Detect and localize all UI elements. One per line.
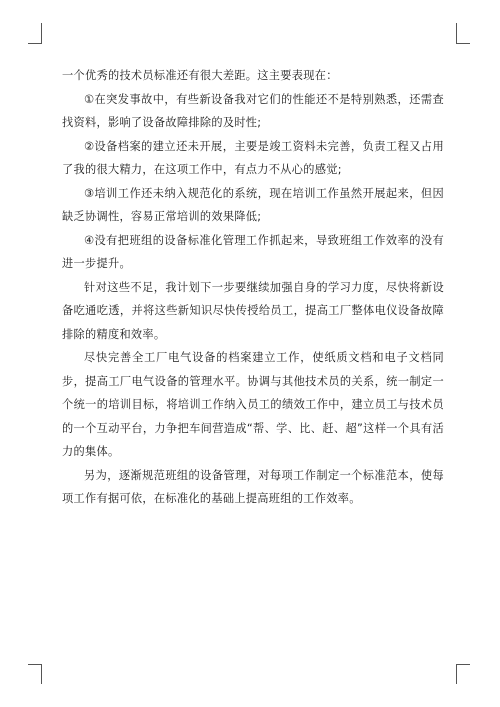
paragraph: 另为，逐渐规范班组的设备管理，对每项工作制定一个标准范本，使每项工作有据可依，在标准化的基础上提高班组的工作效率。 [62, 468, 444, 505]
document-body [62, 64, 444, 511]
paragraph: ②设备档案的建立还未开展，主要是竣工资料未完善，负责工程又占用了我的很大精力，在这项工作中，有点力不从心的感觉; [62, 139, 444, 176]
paragraph: 针对这些不足，我计划下一步要继续加强自身的学习力度，尽快将新设备吃通吃透，并将这些新知识尽快传授给员工，提高工厂整体电仪设备故障排除的精度和效率。 [62, 280, 444, 341]
paragraph: 尽快完善全工厂电气设备的档案建立工作，使纸质文档和电子文档同步，提高工厂电气设备的管理水平。协调与其他技术员的关系，统一制定一个统一的培训目标，将培训工作纳入员工的绩效工作中，建立员工与技术员的一个互动平台，力争把车间营造成“帮、学、比、赶、超”这样一个具有活力的集体。 [62, 351, 444, 458]
paragraph: 一个优秀的技术员标准还有很大差距。这主要表现在： [62, 69, 338, 82]
paragraph: ③培训工作还未纳入规范化的系统，现在培训工作虽然开展起来，但因缺乏协调性，容易正常培训的效果降低; [62, 186, 444, 223]
paragraph: ④没有把班组的设备标准化管理工作抓起来，导致班组工作效率的没有进一步提升。 [62, 233, 444, 270]
paragraph: ①在突发事故中，有些新设备我对它们的性能还不是特别熟悉，还需查找资料，影响了设备故障排除的及时性; [62, 92, 444, 129]
